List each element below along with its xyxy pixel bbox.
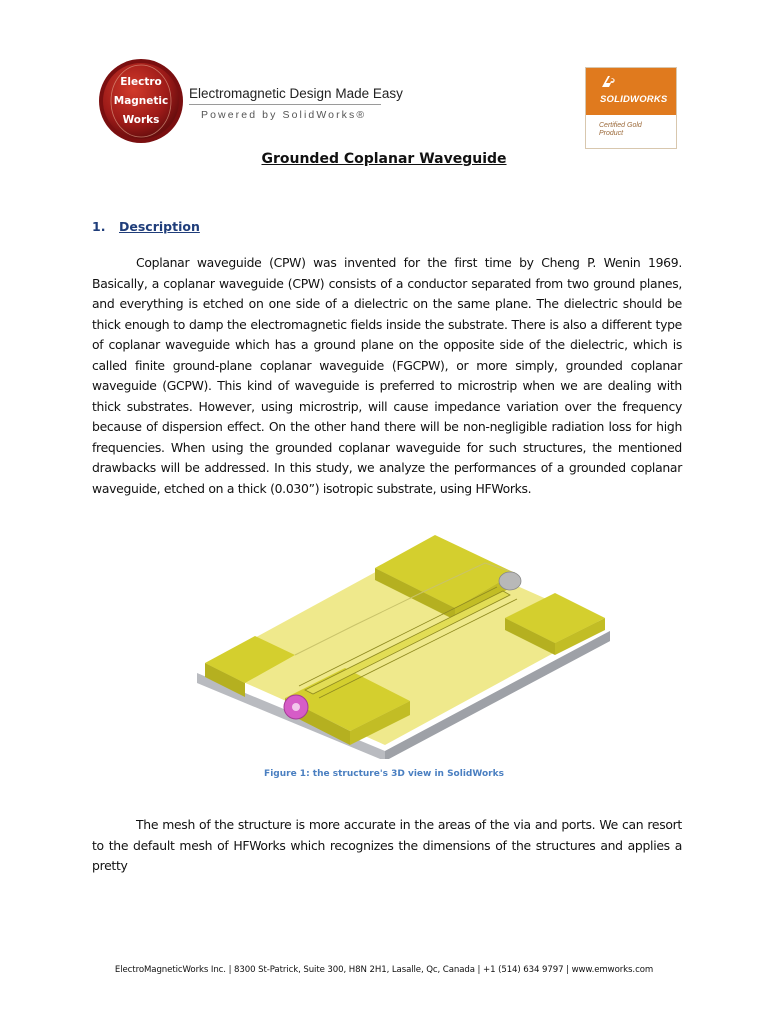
via-marker	[499, 572, 521, 590]
solidworks-certified-badge	[585, 67, 677, 149]
mesh-paragraph: The mesh of the structure is more accurate in the areas of the via and ports. We can resort to the default mesh of HFWorks which recognizes the dimensions of the structures and applies a pretty	[92, 817, 682, 873]
brand-divider	[189, 104, 381, 105]
badge-brand-name: SOLIDWORKS	[600, 94, 668, 105]
ds-solidworks-logo	[600, 74, 618, 90]
brand-tagline: Electromagnetic Design Made Easy	[189, 86, 403, 101]
page-footer: ElectroMagneticWorks Inc. | 8300 St-Patrick, Suite 300, H8N 2H1, Lasalle, Qc, Canada | +1 (514) 634 9797 | www.emworks.com	[114, 965, 654, 975]
powered-by-text: Powered by SolidWorks®	[201, 109, 367, 121]
badge-cert-line2: Product	[599, 130, 624, 137]
badge-cert-text	[599, 122, 642, 138]
badge-cert-line1: Certified Gold	[599, 122, 642, 129]
emworks-logo	[98, 58, 184, 144]
badge-banner	[586, 68, 676, 115]
waveguide-3d-figure	[185, 523, 615, 759]
logo-line-2: Magnetic	[113, 95, 169, 107]
document-title: Grounded Coplanar Waveguide	[261, 151, 507, 167]
description-paragraph: Coplanar waveguide (CPW) was invented for the first time by Cheng P. Wenin 1969. Basically, a coplanar waveguide (CPW) consists of a conductor separated from two ground planes, and everything is etched on one side of a dielectric on the same plane. The dielectric should be thick enough to damp the electromagnetic fields inside the substrate. There is also a different type of coplanar waveguide which has a ground plane on the opposite side of the dielectric, which is called finite ground-plane coplanar waveguide (FGCPW), or more simply, grounded coplanar waveguide (GCPW). This kind of waveguide is preferred to microstrip when we are dealing with thick substrates. However, using microstrip, will cause impedance variation over the frequency because of dispersion effect. On the other hand there will be non-negligible radiation loss for high frequencies. When using the grounded coplanar waveguide for such structures, the mentioned drawbacks will be addressed. In this study, we analyze the performances of a grounded coplanar waveguide, etched on a thick (0.030”) isotropic substrate, using HFWorks.	[92, 255, 682, 496]
section-number: 1.	[92, 219, 106, 234]
logo-line-1: Electro	[120, 76, 162, 88]
section-title: Description	[119, 219, 200, 234]
section-heading	[92, 219, 200, 234]
brand-block	[189, 86, 403, 121]
logo-line-3: Works	[122, 114, 160, 126]
figure-caption: Figure 1: the structure's 3D view in SolidWorks	[264, 769, 504, 779]
